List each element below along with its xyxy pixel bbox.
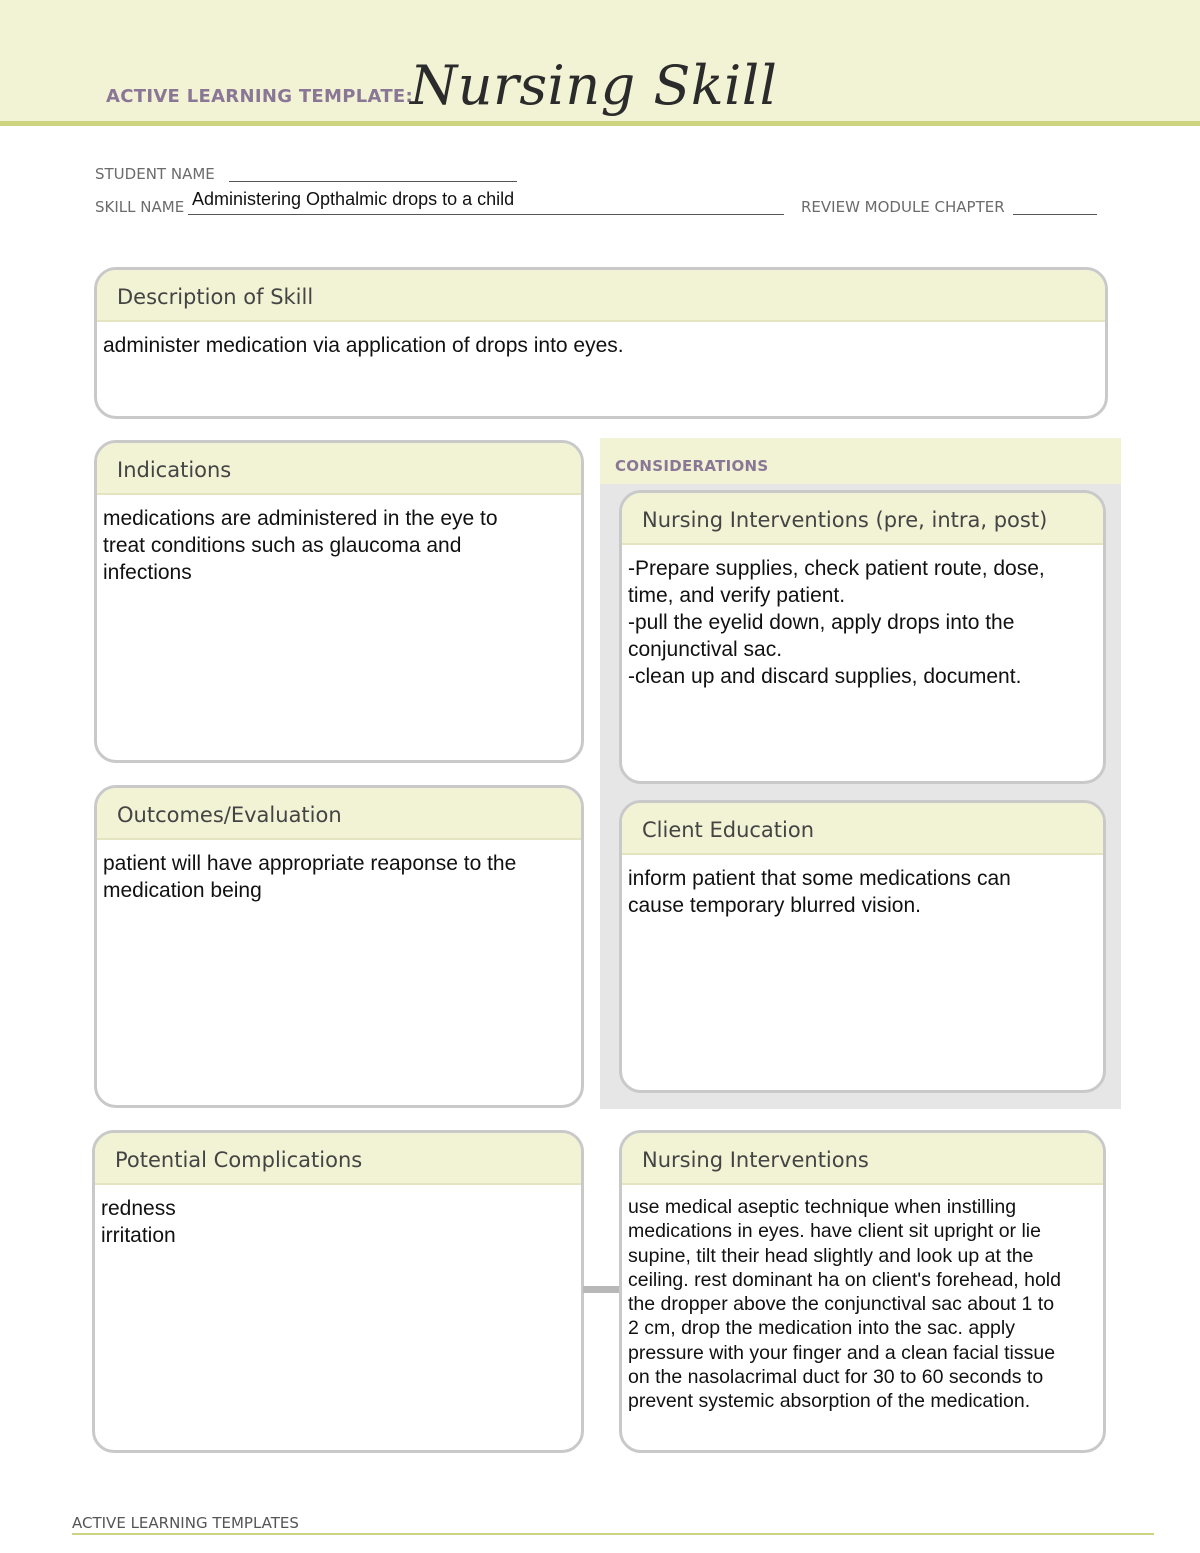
considerations-heading: CONSIDERATIONS [600, 438, 1121, 484]
outcomes-text[interactable]: patient will have appropriate reaponse to the medication being [103, 852, 517, 902]
nursing-interventions-heading: Nursing Interventions [622, 1133, 1103, 1185]
description-text[interactable]: administer medication via application of drops into eyes. [103, 334, 624, 357]
complications-heading: Potential Complications [95, 1133, 581, 1185]
nursing-interventions-text[interactable]: use medical aseptic technique when instilling medications in eyes. have client sit upright or lie supine, tilt their head slightly and look up at the ceiling. rest dominant ha on client's forehead, hold the dropper above the conjunctival sac about 1 to 2 cm, drop the medication into the sac. apply pressure with your finger and a clean facial tissue on the nasolacrimal duct for 30 to 60 seconds to prevent systemic absorption of the medication. [628, 1196, 1061, 1413]
complications-text[interactable]: redness irritation [101, 1197, 176, 1247]
outcomes-heading: Outcomes/Evaluation [97, 788, 581, 840]
outcomes-card [94, 785, 584, 1108]
nursing-interventions-pip-heading: Nursing Interventions (pre, intra, post) [622, 493, 1103, 545]
indications-card [94, 440, 584, 763]
nursing-interventions-pip-text[interactable]: -Prepare supplies, check patient route, dose, time, and verify patient. -pull the eyelid down, apply drops into the conjunctival sac. -clean up and discard supplies, document. [628, 557, 1045, 688]
client-education-text[interactable]: inform patient that some medications can cause temporary blurred vision. [628, 867, 1011, 917]
indications-text[interactable]: medications are administered in the eye to treat conditions such as glaucoma and infections [103, 507, 498, 584]
indications-heading: Indications [97, 443, 581, 495]
description-heading: Description of Skill [97, 270, 1105, 322]
description-card [94, 267, 1108, 419]
skill-name-label: SKILL NAME [95, 198, 185, 216]
client-education-card [619, 800, 1106, 1093]
header-rule [0, 121, 1200, 126]
nursing-interventions-pip-card [619, 490, 1106, 784]
client-education-heading: Client Education [622, 803, 1103, 855]
template-label: ACTIVE LEARNING TEMPLATE: [106, 86, 413, 107]
complications-card [92, 1130, 584, 1453]
connector-bar [583, 1286, 621, 1293]
student-name-label: STUDENT NAME [95, 165, 215, 183]
page-title: Nursing Skill [410, 54, 778, 117]
skill-name-value: Administering Opthalmic drops to a child [192, 189, 515, 209]
review-module-label: REVIEW MODULE CHAPTER [801, 198, 1005, 216]
footer-label: ACTIVE LEARNING TEMPLATES [72, 1514, 299, 1532]
nursing-interventions-card [619, 1130, 1106, 1453]
review-module-field[interactable] [1013, 214, 1097, 215]
skill-name-field[interactable] [188, 189, 784, 215]
footer-rule [72, 1533, 1154, 1535]
student-name-field[interactable] [229, 181, 517, 182]
